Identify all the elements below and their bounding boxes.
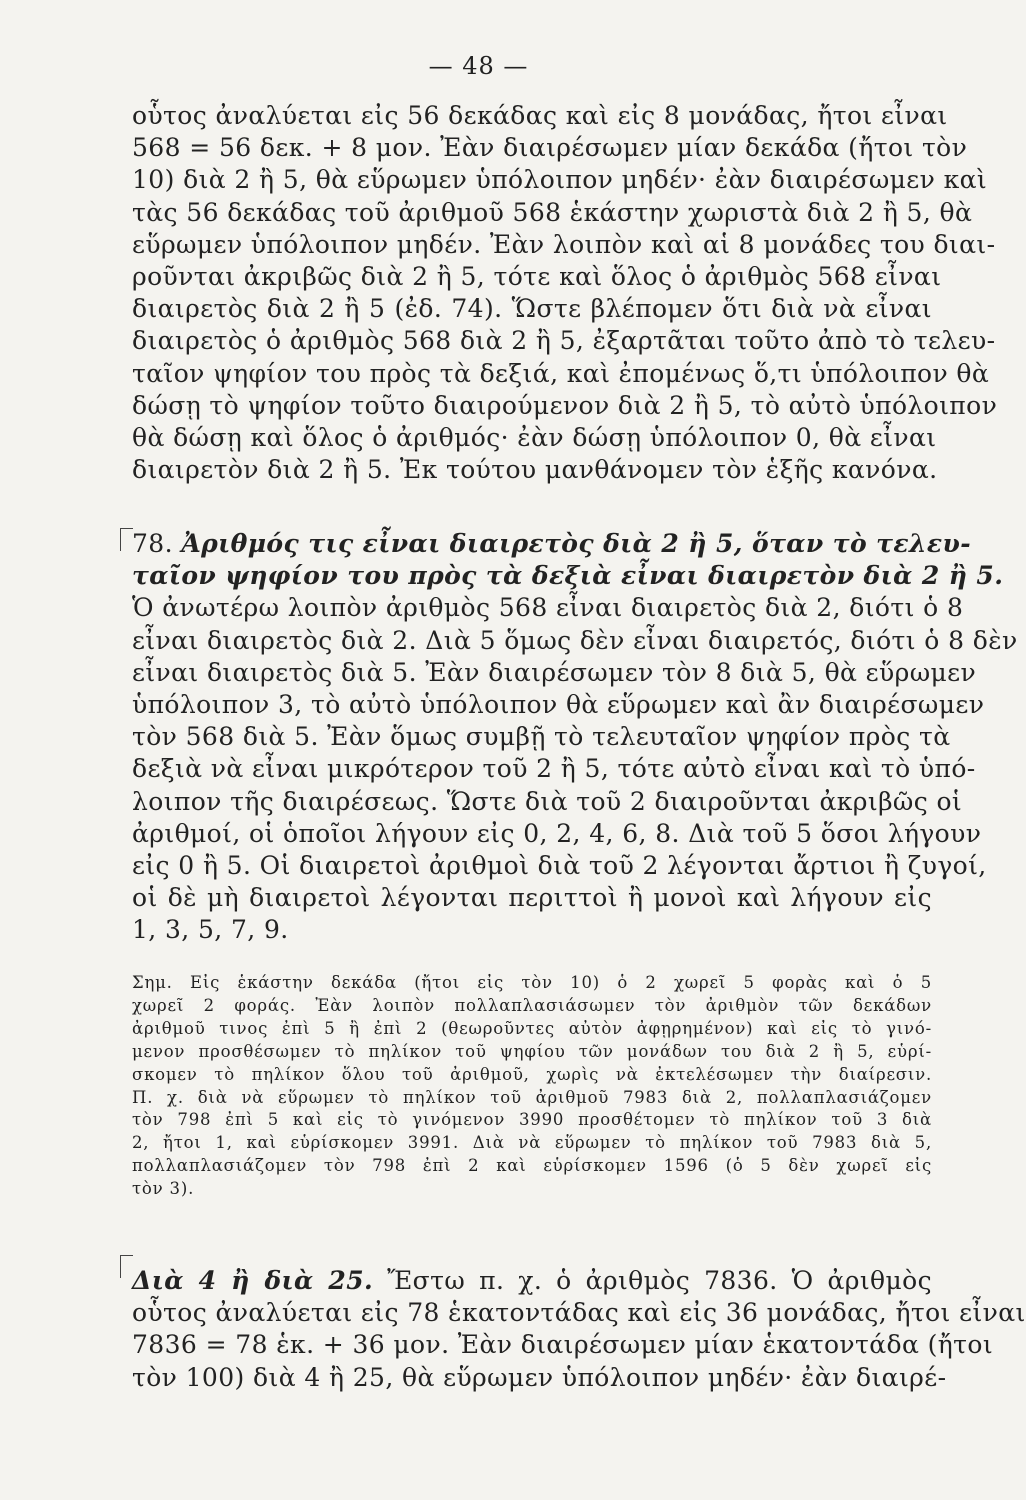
text-line: Ὁ ἀνωτέρω λοιπὸν ἀριθμὸς 568 εἶναι διαιρετὸς διὰ 2, διότι ὁ 8	[132, 593, 964, 623]
text-line: οὗτος ἀναλύεται εἰς 56 δεκάδας καὶ εἰς 8 μονάδας, ἤτοι εἶναι	[132, 101, 948, 130]
note-line: τὸν 3).	[132, 1179, 195, 1199]
text-line: θὰ δώσῃ καὶ ὅλος ὁ ἀριθμός· ἐὰν δώσῃ ὑπόλοιπον 0, θὰ εἶναι	[132, 423, 937, 453]
note-line: μενον προσθέσωμεν τὸ πηλίκον τοῦ ψηφίου τῶν μονάδων του διὰ 2 ἢ 5, εὑρί-	[132, 1041, 932, 1061]
note-line: Σημ. Εἰς ἑκάστην δεκάδα (ἤτοι εἰς τὸν 10) ὁ 2 χωρεῖ 5 φορὰς καὶ ὁ 5	[132, 973, 932, 992]
text-line: 10) διὰ 2 ἢ 5, θὰ εὕρωμεν ὑπόλοιπον μηδέν· ἐὰν διαιρέσωμεν καὶ	[132, 165, 988, 195]
text-line: ροῦνται ἀκριβῶς διὰ 2 ἢ 5, τότε καὶ ὅλος ὁ ἀριθμὸς 568 εἶναι	[132, 262, 942, 292]
footnote	[132, 972, 932, 1201]
section-heading: Ἀριθμός τις εἶναι διαιρετὸς διὰ 2 ἢ 5, ὅταν τὸ τελευ-	[181, 529, 972, 558]
section-heading-line	[132, 528, 972, 560]
section-number: 78.	[132, 529, 173, 558]
note-line: 2, ἤτοι 1, καὶ εὑρίσκομεν 3991. Διὰ νὰ εὕρωμεν τὸ πηλίκον τοῦ 7983 διὰ 5,	[132, 1133, 932, 1153]
section-div4	[132, 1265, 1026, 1394]
text-line: εἰς 0 ἢ 5. Οἱ διαιρετοὶ ἀριθμοὶ διὰ τοῦ 2 λέγονται ἄρτιοι ἢ ζυγοί,	[132, 851, 987, 881]
text-line: τὸν 100) διὰ 4 ἢ 25, θὰ εὕρωμεν ὑπόλοιπον μηδέν· ἐὰν διαιρέ-	[132, 1362, 947, 1392]
note-line: Π. χ. διὰ νὰ εὕρωμεν τὸ πηλίκον τοῦ ἀριθμοῦ 7983 διὰ 2, πολλαπλασιάζομεν	[132, 1087, 932, 1107]
text-line: τὸν 568 διὰ 5. Ἐὰν ὅμως συμβῇ τὸ τελευταῖον ψηφίον πρὸς τὰ	[132, 722, 951, 752]
text-line: τὰς 56 δεκάδας τοῦ ἀριθμοῦ 568 ἑκάστην χωριστὰ διὰ 2 ἢ 5, θὰ	[132, 197, 973, 227]
text-line: διαιρετὸς ὁ ἀριθμὸς 568 διὰ 2 ἢ 5, ἐξαρτᾶται τοῦτο ἀπὸ τὸ τελευ-	[132, 326, 996, 356]
text-line: 7836 = 78 ἑκ. + 36 μον. Ἐὰν διαιρέσωμεν μίαν ἑκατοντάδα (ἤτοι	[132, 1330, 994, 1360]
note-line: χωρεῖ 2 φοράς. Ἐὰν λοιπὸν πολλαπλασιάσωμεν τὸν ἀριθμὸν τῶν δεκάδων	[132, 995, 932, 1015]
text-line: διαιρετὸν διὰ 2 ἢ 5. Ἐκ τούτου μανθάνομεν τὸν ἑξῆς κανόνα.	[132, 455, 938, 485]
text-line: Ἔστω π. χ. ὁ ἀριθμὸς 7836. Ὁ ἀριθμὸς	[387, 1266, 932, 1295]
section-heading-line	[132, 1265, 932, 1297]
text-line: εἶναι διαιρετὸς διὰ 2. Διὰ 5 ὅμως δὲν εἶναι διαιρετός, διότι ὁ 8 δὲν	[132, 625, 1018, 655]
text-line: 1, 3, 5, 7, 9.	[132, 915, 289, 945]
text-line: λοιπον τῆς διαιρέσεως. Ὥστε διὰ τοῦ 2 διαιροῦνται ἀκριβῶς οἱ	[132, 786, 963, 816]
note-line: πολλαπλασιάζομεν τὸν 798 ἐπὶ 2 καὶ εὑρίσκομεν 1596 (ὁ 5 δὲν χωρεῖ εἰς	[132, 1156, 932, 1176]
note-line: τὸν 798 ἐπὶ 5 καὶ εἰς τὸ γινόμενον 3990 προσθέτομεν τὸ πηλίκον τοῦ 3 διὰ	[132, 1110, 932, 1130]
section-heading-cont: ταῖον ψηφίον του πρὸς τὰ δεξιὰ εἶναι διαιρετὸν διὰ 2 ἢ 5.	[132, 561, 1004, 591]
text-line: διαιρετὸς διὰ 2 ἢ 5 (ἐδ. 74). Ὥστε βλέπομεν ὅτι διὰ νὰ εἶναι	[132, 294, 932, 324]
page-number: — 48 —	[428, 52, 529, 80]
section-heading: Διὰ 4 ἢ διὰ 25.	[132, 1266, 374, 1295]
text-line: ἀριθμοί, οἱ ὁποῖοι λήγουν εἰς 0, 2, 4, 6, 8. Διὰ τοῦ 5 ὅσοι λήγουν	[132, 818, 982, 848]
text-line: δώσῃ τὸ ψηφίον τοῦτο διαιρούμενον διὰ 2 ἢ 5, τὸ αὐτὸ ὑπόλοιπον	[132, 390, 998, 420]
section-78	[132, 528, 1018, 947]
text-line: ταῖον ψηφίον του πρὸς τὰ δεξιά, καὶ ἐπομένως ὅ,τι ὑπόλοιπον θὰ	[132, 358, 990, 388]
note-line: ἀριθμοῦ τινος ἐπὶ 5 ἢ ἐπὶ 2 (θεωροῦντες αὐτὸν ἀφῃρημένον) καὶ εἰς τὸ γινό-	[132, 1018, 932, 1038]
text-line: ὑπόλοιπον 3, τὸ αὐτὸ ὑπόλοιπον θὰ εὕρωμεν καὶ ἂν διαιρέσωμεν	[132, 690, 985, 720]
paragraph-1	[132, 100, 998, 486]
text-line: δεξιὰ νὰ εἶναι μικρότερον τοῦ 2 ἢ 5, τότε αὐτὸ εἶναι καὶ τὸ ὑπό-	[132, 754, 976, 784]
note-line: σκομεν τὸ πηλίκον ὅλου τοῦ ἀριθμοῦ, χωρὶς νὰ ἐκτελέσωμεν τὴν διαίρεσιν.	[132, 1064, 932, 1084]
text-line: οὗτος ἀναλύεται εἰς 78 ἑκατοντάδας καὶ εἰς 36 μονάδας, ἤτοι εἶναι	[132, 1298, 1026, 1328]
text-line: εἶναι διαιρετὸς διὰ 5. Ἐὰν διαιρέσωμεν τὸν 8 διὰ 5, θὰ εὕρωμεν	[132, 657, 977, 687]
text-line: εὕρωμεν ὑπόλοιπον μηδέν. Ἐὰν λοιπὸν καὶ αἱ 8 μονάδες του διαι-	[132, 229, 996, 259]
text-line: 568 = 56 δεκ. + 8 μον. Ἐὰν διαιρέσωμεν μίαν δεκάδα (ἤτοι τὸν	[132, 133, 968, 163]
text-line: οἱ δὲ μὴ διαιρετοὶ λέγονται περιττοὶ ἢ μονοὶ καὶ λήγουν εἰς	[132, 883, 932, 913]
